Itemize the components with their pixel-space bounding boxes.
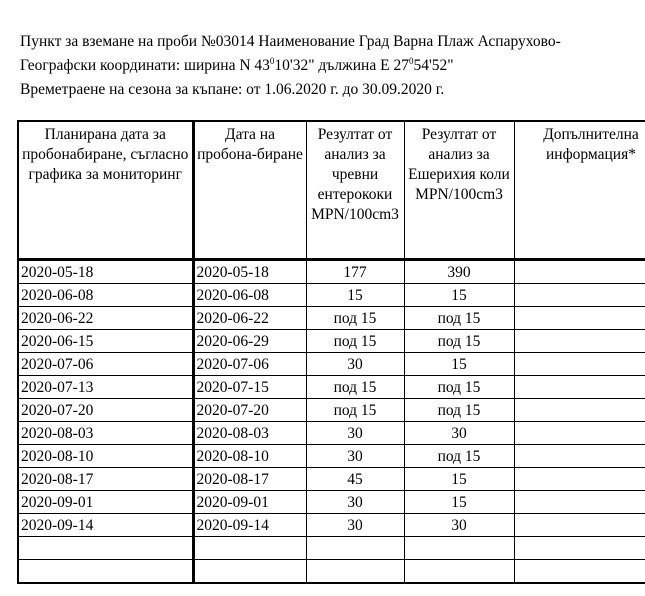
cell-enterococci: под 15	[306, 307, 404, 330]
cell-enterococci: 30	[306, 445, 404, 468]
cell-enterococci: под 15	[306, 330, 404, 353]
cell-additional-info	[514, 445, 645, 468]
table-row	[18, 399, 645, 422]
cell-additional-info	[514, 307, 645, 330]
cell-sampling-date: 2020-09-14	[193, 514, 306, 537]
cell-planned-date: 2020-05-18	[18, 260, 193, 284]
table-row	[18, 468, 645, 491]
cell-ecoli: под 15	[404, 330, 514, 353]
cell-additional-info	[514, 468, 645, 491]
cell-enterococci: 30	[306, 491, 404, 514]
table-row	[18, 353, 645, 376]
sampling-results-table	[17, 120, 645, 584]
cell-sampling-date: 2020-07-15	[193, 376, 306, 399]
cell-additional-info	[514, 491, 645, 514]
cell-ecoli: под 15	[404, 445, 514, 468]
cell-additional-info	[514, 399, 645, 422]
table-row	[18, 284, 645, 307]
table-header-row	[18, 121, 645, 260]
cell-sampling-date	[193, 560, 306, 584]
cell-ecoli: под 15	[404, 307, 514, 330]
cell-enterococci: под 15	[306, 399, 404, 422]
cell-enterococci	[306, 560, 404, 584]
cell-enterococci: 30	[306, 422, 404, 445]
cell-ecoli	[404, 537, 514, 560]
cell-sampling-date: 2020-08-10	[193, 445, 306, 468]
table-row	[18, 514, 645, 537]
cell-planned-date: 2020-06-08	[18, 284, 193, 307]
table-row	[18, 307, 645, 330]
cell-planned-date: 2020-07-06	[18, 353, 193, 376]
column-header-enterococci: Резултат от анализ за чревни ентерококи MPN/100cm3	[306, 121, 404, 260]
cell-sampling-date: 2020-06-22	[193, 307, 306, 330]
cell-planned-date: 2020-07-20	[18, 399, 193, 422]
table-row	[18, 422, 645, 445]
cell-planned-date: 2020-06-15	[18, 330, 193, 353]
table-row	[18, 330, 645, 353]
cell-sampling-date: 2020-07-06	[193, 353, 306, 376]
cell-sampling-date: 2020-08-03	[193, 422, 306, 445]
season-duration-line: Времетраене на сезона за къпане: от 1.06.2020 г. до 30.09.2020 г.	[20, 81, 445, 98]
cell-ecoli: под 15	[404, 399, 514, 422]
cell-enterococci: 30	[306, 514, 404, 537]
cell-ecoli: 390	[404, 260, 514, 284]
latitude-rest: 10'32" дължина E 27	[274, 57, 409, 74]
cell-enterococci: 30	[306, 353, 404, 376]
cell-enterococci: 45	[306, 468, 404, 491]
cell-ecoli: 15	[404, 491, 514, 514]
table-row	[18, 537, 645, 560]
cell-additional-info	[514, 284, 645, 307]
cell-additional-info	[514, 537, 645, 560]
cell-additional-info	[514, 260, 645, 284]
cell-sampling-date: 2020-05-18	[193, 260, 306, 284]
cell-additional-info	[514, 422, 645, 445]
cell-sampling-date	[193, 537, 306, 560]
cell-additional-info	[514, 560, 645, 584]
table-row	[18, 376, 645, 399]
cell-additional-info	[514, 514, 645, 537]
cell-sampling-date: 2020-07-20	[193, 399, 306, 422]
cell-enterococci	[306, 537, 404, 560]
cell-enterococci: 15	[306, 284, 404, 307]
cell-enterococci: 177	[306, 260, 404, 284]
table-body	[18, 260, 645, 584]
document-header	[20, 30, 645, 102]
cell-planned-date: 2020-08-17	[18, 468, 193, 491]
cell-sampling-date: 2020-06-29	[193, 330, 306, 353]
cell-ecoli	[404, 560, 514, 584]
cell-ecoli: под 15	[404, 376, 514, 399]
cell-planned-date: 2020-09-01	[18, 491, 193, 514]
cell-sampling-date: 2020-06-08	[193, 284, 306, 307]
column-header-planned-date: Планирана дата за пробонабиране, съгласно графика за мониторинг	[18, 121, 193, 260]
cell-planned-date: 2020-08-03	[18, 422, 193, 445]
cell-enterococci: под 15	[306, 376, 404, 399]
cell-sampling-date: 2020-08-17	[193, 468, 306, 491]
cell-planned-date: 2020-06-22	[18, 307, 193, 330]
cell-ecoli: 15	[404, 353, 514, 376]
cell-ecoli: 15	[404, 468, 514, 491]
table-row	[18, 491, 645, 514]
cell-planned-date: 2020-08-10	[18, 445, 193, 468]
sampling-point-line: Пункт за вземане на проби №03014 Наименование Град Варна Плаж Аспарухово-	[20, 33, 561, 50]
cell-ecoli: 15	[404, 284, 514, 307]
longitude-rest: 54'52"	[413, 57, 454, 74]
latitude-degree-sup: 0	[269, 56, 275, 66]
cell-planned-date	[18, 560, 193, 584]
coordinates-line	[20, 54, 645, 78]
cell-planned-date: 2020-09-14	[18, 514, 193, 537]
cell-planned-date	[18, 537, 193, 560]
cell-additional-info	[514, 353, 645, 376]
longitude-degree-sup: 0	[408, 56, 414, 66]
column-header-additional-info: Допълнителна информация*	[514, 121, 645, 260]
cell-additional-info	[514, 376, 645, 399]
cell-planned-date: 2020-07-13	[18, 376, 193, 399]
column-header-ecoli: Резултат от анализ за Ешерихия коли MPN/100cm3	[404, 121, 514, 260]
column-header-sampling-date: Дата на пробона-биране	[193, 121, 306, 260]
coordinates-label: Географски координати: ширина N 43	[20, 57, 270, 74]
cell-additional-info	[514, 330, 645, 353]
cell-ecoli: 30	[404, 422, 514, 445]
table-row	[18, 445, 645, 468]
cell-ecoli: 30	[404, 514, 514, 537]
cell-sampling-date: 2020-09-01	[193, 491, 306, 514]
table-row	[18, 560, 645, 584]
table-row	[18, 260, 645, 284]
